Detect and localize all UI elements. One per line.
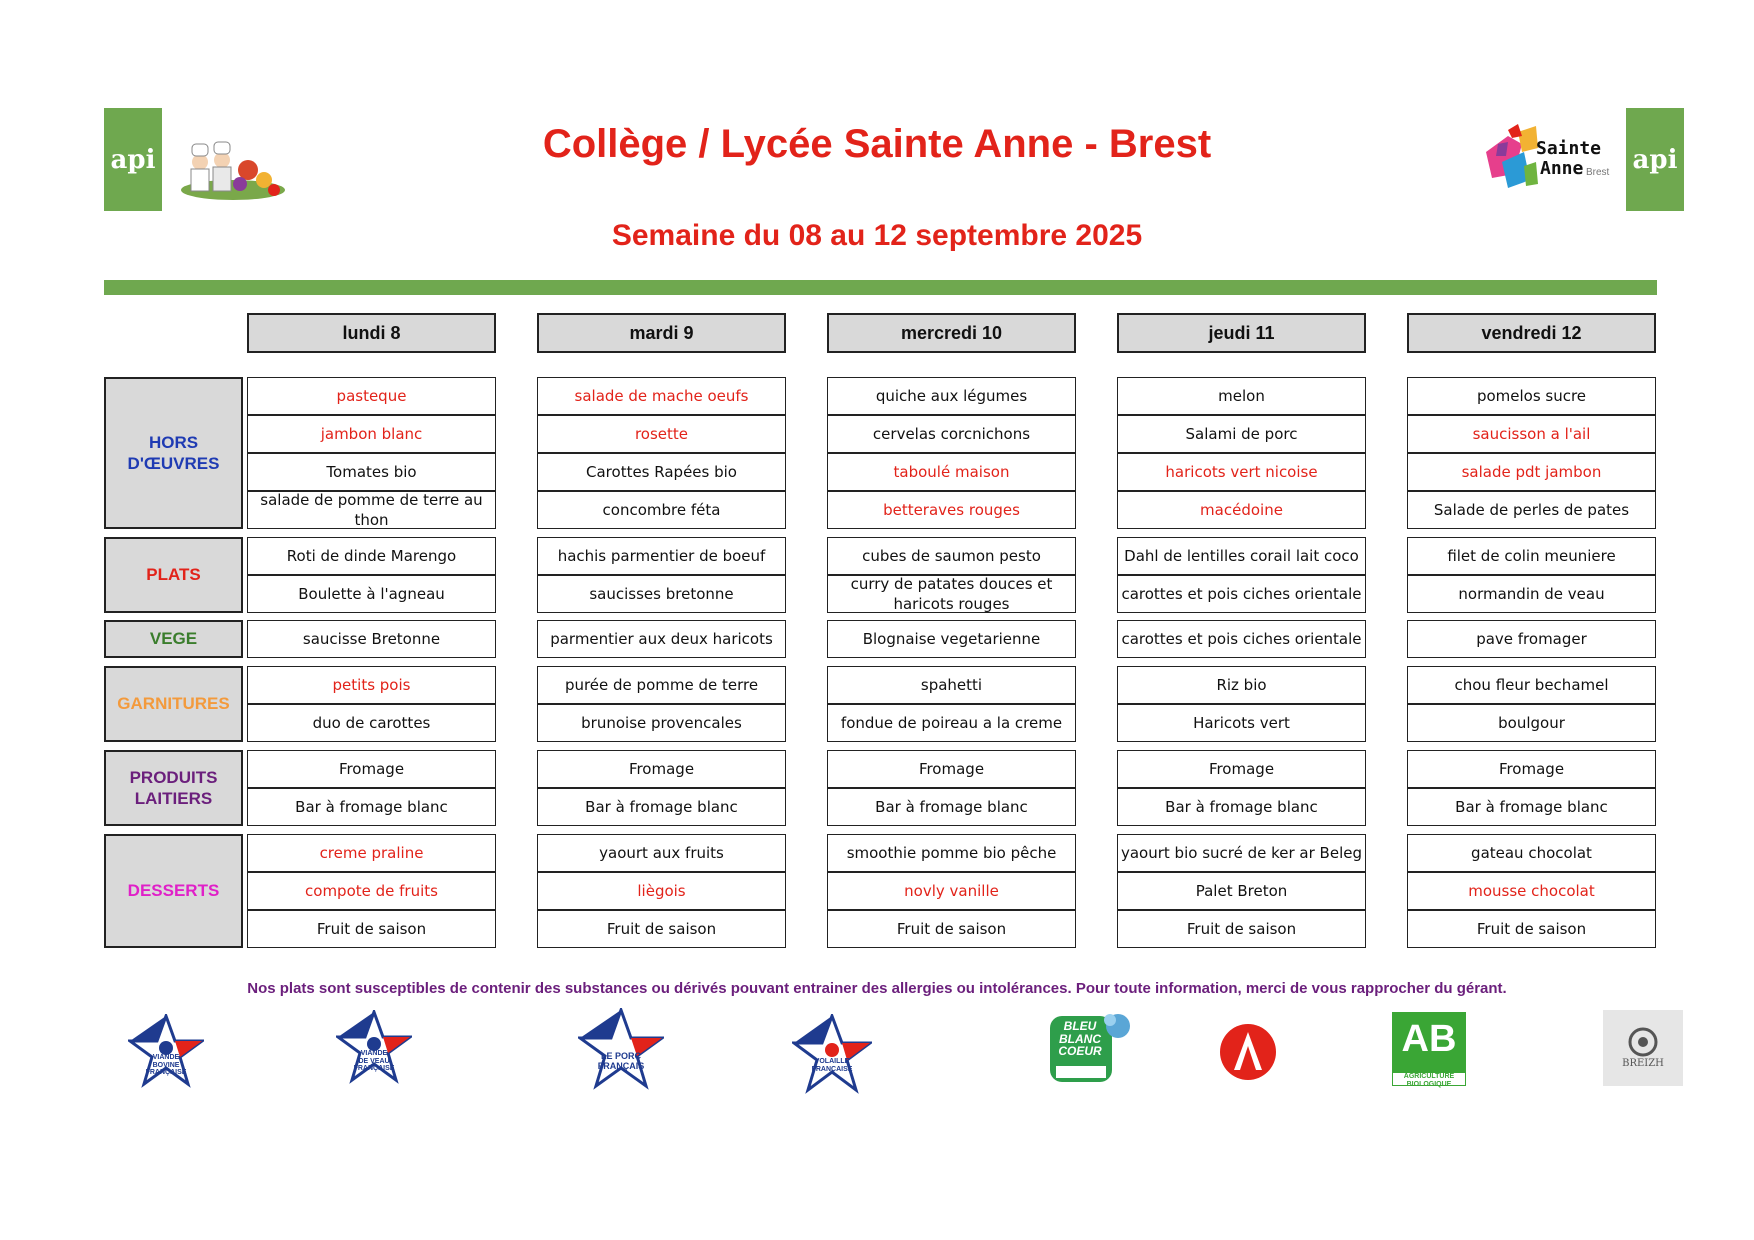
logo-text: FRANÇAISE (145, 1069, 187, 1077)
menu-item: brunoise provencales (537, 704, 786, 742)
logo-text: VIANDE (152, 1054, 180, 1061)
menu-item: liègois (537, 872, 786, 910)
viande-bovine-text (128, 1054, 204, 1077)
menu-item: yaourt bio sucré de ker ar Beleg (1117, 834, 1366, 872)
menu-item: Salade de perles de pates (1407, 491, 1656, 529)
porc-francais-text (578, 1052, 664, 1072)
menu-item: melon (1117, 377, 1366, 415)
allergy-notice: Nos plats sont susceptibles de contenir des substances ou dérivés pouvant entrainer des allergies ou intolérances. Pour toute information, merci de vous rapprocher du gérant. (247, 980, 1507, 997)
logo-text: BIOLOGIQUE (1406, 1080, 1452, 1088)
menu-item: compote de fruits (247, 872, 496, 910)
menu-item: saucisson a l'ail (1407, 415, 1656, 453)
menu-item: Boulette à l'agneau (247, 575, 496, 613)
logo-text: DE VEAU (358, 1057, 390, 1065)
menu-item: petits pois (247, 666, 496, 704)
menu-item: Dahl de lentilles corail lait coco (1117, 537, 1366, 575)
logo-text: BLANC (1059, 1031, 1101, 1046)
menu-item: normandin de veau (1407, 575, 1656, 613)
menu-item: creme praline (247, 834, 496, 872)
menu-item: smoothie pomme bio pêche (827, 834, 1076, 872)
menu-item: cubes de saumon pesto (827, 537, 1076, 575)
ab-subtext (1392, 1073, 1466, 1088)
menu-item: Fruit de saison (1407, 910, 1656, 948)
ab-text: AB (1401, 1018, 1457, 1060)
menu-item: Bar à fromage blanc (1407, 788, 1656, 826)
menu-item: Fruit de saison (537, 910, 786, 948)
menu-item: salade de pomme de terre au thon (247, 491, 496, 529)
menu-item: jambon blanc (247, 415, 496, 453)
menu-item: betteraves rouges (827, 491, 1076, 529)
menu-item: concombre féta (537, 491, 786, 529)
menu-item: fondue de poireau a la creme (827, 704, 1076, 742)
menu-item: Fromage (827, 750, 1076, 788)
menu-item: taboulé maison (827, 453, 1076, 491)
menu-item: curry de patates douces et haricots rouges (827, 575, 1076, 613)
menu-item: Haricots vert (1117, 704, 1366, 742)
menu-item: Tomates bio (247, 453, 496, 491)
menu-item: Fruit de saison (827, 910, 1076, 948)
menu-item: Bar à fromage blanc (1117, 788, 1366, 826)
menu-item: quiche aux légumes (827, 377, 1076, 415)
volaille-logo (792, 1014, 872, 1094)
school-logo-line2: Anne (1540, 158, 1584, 179)
category-label: PRODUITS LAITIERS (104, 750, 243, 826)
day-header: lundi 8 (247, 313, 496, 353)
category-label: HORS D'ŒUVRES (104, 377, 243, 529)
menu-item: carottes et pois ciches orientale (1117, 575, 1366, 613)
menu-item: Roti de dinde Marengo (247, 537, 496, 575)
category-label: DESSERTS (104, 834, 243, 948)
category-label: GARNITURES (104, 666, 243, 742)
menu-item: duo de carottes (247, 704, 496, 742)
api-logo-text: api (110, 144, 156, 175)
menu-item: filet de colin meuniere (1407, 537, 1656, 575)
menu-item: Fromage (247, 750, 496, 788)
bleu-blanc-coeur-text (1050, 1020, 1110, 1058)
menu-item: Salami de porc (1117, 415, 1366, 453)
menu-item: pomelos sucre (1407, 377, 1656, 415)
menu-item: boulgour (1407, 704, 1656, 742)
menu-item: Fruit de saison (1117, 910, 1366, 948)
menu-item: Bar à fromage blanc (827, 788, 1076, 826)
day-header: mardi 9 (537, 313, 786, 353)
menu-item: salade de mache oeufs (537, 377, 786, 415)
logo-text: FRANÇAISE (353, 1065, 395, 1073)
menu-item: Bar à fromage blanc (537, 788, 786, 826)
school-logo-line3: Brest (1586, 167, 1610, 178)
week-subtitle: Semaine du 08 au 12 septembre 2025 (611, 219, 1143, 252)
menu-item: chou fleur bechamel (1407, 666, 1656, 704)
menu-item: yaourt aux fruits (537, 834, 786, 872)
logo-text: BLEU (1063, 1019, 1097, 1033)
porc-francais-logo (578, 1008, 664, 1090)
logo-text: LE PORC (600, 1051, 641, 1061)
menu-item: saucisse Bretonne (247, 620, 496, 658)
breizh-logo (1603, 1010, 1683, 1086)
menu-item: Riz bio (1117, 666, 1366, 704)
menu-item: spahetti (827, 666, 1076, 704)
menu-item: Fromage (1407, 750, 1656, 788)
menu-item: macédoine (1117, 491, 1366, 529)
menu-item: Palet Breton (1117, 872, 1366, 910)
viande-veau-logo (336, 1010, 412, 1086)
viande-veau-text (336, 1050, 412, 1073)
day-header: vendredi 12 (1407, 313, 1656, 353)
api-logo-text: api (1632, 144, 1678, 175)
header-divider (104, 280, 1657, 295)
logo-text: VOLAILLE (814, 1058, 850, 1065)
menu-item: Carottes Rapées bio (537, 453, 786, 491)
logo-text: FRANÇAISE (811, 1065, 853, 1073)
menu-item: Fruit de saison (247, 910, 496, 948)
viande-bovine-logo (128, 1014, 204, 1090)
menu-item: Blognaise vegetarienne (827, 620, 1076, 658)
category-label: PLATS (104, 537, 243, 613)
label-rouge-logo (1218, 1022, 1278, 1082)
menu-item: Fromage (537, 750, 786, 788)
menu-item: hachis parmentier de boeuf (537, 537, 786, 575)
menu-item: haricots vert nicoise (1117, 453, 1366, 491)
logo-text: BOVINE (152, 1061, 180, 1069)
logo-text: COEUR (1058, 1044, 1102, 1059)
volaille-text (792, 1058, 872, 1073)
menu-item: saucisses bretonne (537, 575, 786, 613)
menu-item: gateau chocolat (1407, 834, 1656, 872)
menu-item: carottes et pois ciches orientale (1117, 620, 1366, 658)
menu-item: salade pdt jambon (1407, 453, 1656, 491)
logo-text: VIANDE (360, 1050, 388, 1057)
page-title: Collège / Lycée Sainte Anne - Brest (542, 122, 1212, 166)
school-logo-line1: Sainte (1536, 138, 1602, 159)
menu-item: parmentier aux deux haricots (537, 620, 786, 658)
breizh-text: BREIZH (1622, 1058, 1664, 1069)
menu-item: Bar à fromage blanc (247, 788, 496, 826)
logo-text: AGRICULTURE (1403, 1073, 1455, 1080)
logo-text: FRANÇAIS (597, 1060, 645, 1071)
menu-item: mousse chocolat (1407, 872, 1656, 910)
category-label: VEGE (104, 620, 243, 658)
menu-item: Fromage (1117, 750, 1366, 788)
menu-item: pave fromager (1407, 620, 1656, 658)
menu-item: rosette (537, 415, 786, 453)
day-header: mercredi 10 (827, 313, 1076, 353)
menu-item: novly vanille (827, 872, 1076, 910)
day-header: jeudi 11 (1117, 313, 1366, 353)
menu-item: pasteque (247, 377, 496, 415)
menu-item: purée de pomme de terre (537, 666, 786, 704)
menu-item: cervelas corcnichons (827, 415, 1076, 453)
